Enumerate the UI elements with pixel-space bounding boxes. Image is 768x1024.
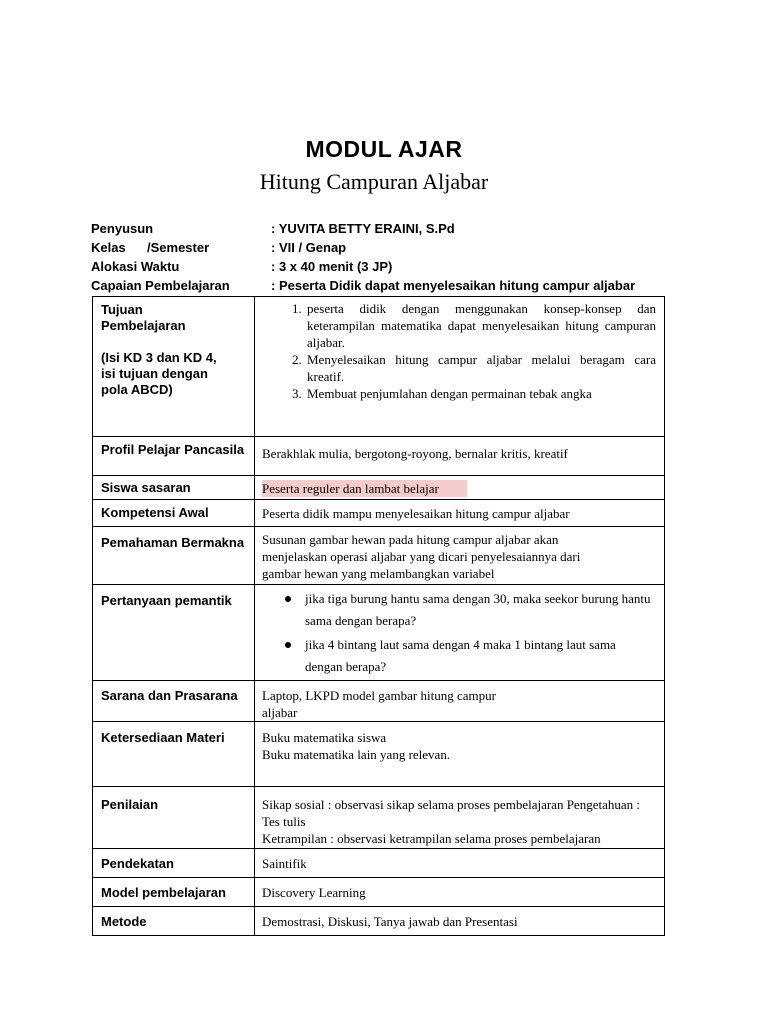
label-profil: Profil Pelajar Pancasila: [93, 437, 255, 476]
value-kompetensi: Peserta didik mampu menyelesaikan hitung campur aljabar: [255, 500, 665, 527]
label-kompetensi: Kompetensi Awal: [93, 500, 255, 527]
label-siswa: Siswa sasaran: [93, 476, 255, 500]
ketersediaan-line: Buku matematika lain yang relevan.: [262, 747, 451, 762]
meta-row-alokasi: [91, 257, 691, 276]
row-model: [93, 878, 665, 907]
value-pendekatan: Saintifik: [255, 849, 665, 878]
pertanyaan-list: [262, 588, 656, 678]
meta-label-penyusun: Penyusun: [91, 221, 154, 236]
modul-table: [92, 296, 665, 936]
meta-section: [91, 219, 691, 295]
row-tujuan: [93, 297, 665, 437]
pemahaman-line: Susunan gambar hewan pada hitung campur aljabar akan: [262, 532, 559, 547]
row-pendekatan: [93, 849, 665, 878]
tujuan-item: 1. peserta didik dengan menggunakan konsep-konsep dan keterampilan matematika dapat menyelesaikan hitung campuran aljabar.: [305, 300, 656, 351]
value-siswa-highlight: Peserta reguler dan lambat belajar: [262, 480, 467, 497]
value-metode: Demostrasi, Diskusi, Tanya jawab dan Presentasi: [255, 907, 665, 936]
pertanyaan-item: jika 4 bintang laut sama dengan 4 maka 1 bintang laut sama dengan berapa?: [305, 634, 656, 678]
sarana-line: aljabar: [262, 705, 298, 720]
document-title: MODUL AJAR: [305, 136, 463, 162]
meta-label-semester: /Semester: [147, 240, 210, 255]
penilaian-line: Sikap sosial : observasi sikap selama proses pembelajaran Pengetahuan :: [262, 797, 640, 812]
value-cell-pemahaman: [255, 527, 665, 585]
meta-label-kelas: Kelas: [91, 240, 126, 255]
value-profil: Berakhlak mulia, bergotong-royong, bernalar kritis, kreatif: [255, 437, 665, 476]
sarana-line: Laptop, LKPD model gambar hitung campur: [262, 688, 496, 703]
value-cell-sarana: [255, 681, 665, 722]
row-ketersediaan: [93, 722, 665, 787]
label-cell-tujuan: [93, 297, 255, 437]
label-model: Model pembelajaran: [93, 878, 255, 907]
meta-row-kelas: [91, 238, 691, 257]
value-model: Discovery Learning: [255, 878, 665, 907]
label-sarana: Sarana dan Prasarana: [93, 681, 255, 722]
label-metode: Metode: [93, 907, 255, 936]
value-cell-ketersediaan: [255, 722, 665, 787]
pemahaman-line: menjelaskan operasi aljabar yang dicari penyelesaiannya dari: [262, 549, 581, 564]
tujuan-item: 2. Menyelesaikan hitung campur aljabar melalui beragam cara kreatif.: [305, 351, 656, 385]
row-penilaian: [93, 787, 665, 849]
label-penilaian: Penilaian: [93, 787, 255, 849]
penilaian-line: Tes tulis: [262, 814, 306, 829]
meta-value-alokasi: : 3 x 40 menit (3 JP): [271, 259, 393, 274]
value-cell-siswa: [255, 476, 665, 500]
row-kompetensi: [93, 500, 665, 527]
meta-value-capaian: : Peserta Didik dapat menyelesaikan hitung campur aljabar: [271, 278, 636, 293]
document-subtitle: Hitung Campuran Aljabar: [259, 169, 489, 194]
label-pendekatan: Pendekatan: [93, 849, 255, 878]
tujuan-list: [262, 300, 656, 402]
meta-label-capaian: Capaian Pembelajaran: [91, 278, 230, 293]
label-pemahaman: Pemahaman Bermakna: [93, 527, 255, 585]
row-siswa: [93, 476, 665, 500]
meta-value-kelas: : VII / Genap: [271, 240, 347, 255]
label-tujuan-note: (Isi KD 3 dan KD 4, isi tujuan dengan pola ABCD): [101, 350, 217, 397]
row-profil: [93, 437, 665, 476]
row-pertanyaan: [93, 585, 665, 681]
value-cell-pertanyaan: [255, 585, 665, 681]
pertanyaan-item: jika tiga burung hantu sama dengan 30, maka seekor burung hantu sama dengan berapa?: [305, 588, 656, 632]
tujuan-item: 3. Membuat penjumlahan dengan permainan tebak angka: [305, 385, 656, 402]
ketersediaan-line: Buku matematika siswa: [262, 730, 387, 745]
penilaian-line: Ketrampilan : observasi ketrampilan selama proses pembelajaran: [262, 831, 601, 846]
meta-row-penyusun: [91, 219, 691, 238]
row-sarana: [93, 681, 665, 722]
meta-value-penyusun: : YUVITA BETTY ERAINI, S.Pd: [271, 221, 455, 236]
pemahaman-line: gambar hewan yang melambangkan variabel: [262, 566, 495, 581]
row-metode: [93, 907, 665, 936]
value-cell-tujuan: [255, 297, 665, 437]
meta-row-capaian: [91, 276, 691, 295]
label-ketersediaan: Ketersediaan Materi: [93, 722, 255, 787]
meta-label-alokasi: Alokasi Waktu: [91, 259, 180, 274]
value-cell-penilaian: [255, 787, 665, 849]
row-pemahaman: [93, 527, 665, 585]
label-tujuan: Tujuan Pembelajaran: [101, 302, 186, 333]
label-pertanyaan: Pertanyaan pemantik: [93, 585, 255, 681]
